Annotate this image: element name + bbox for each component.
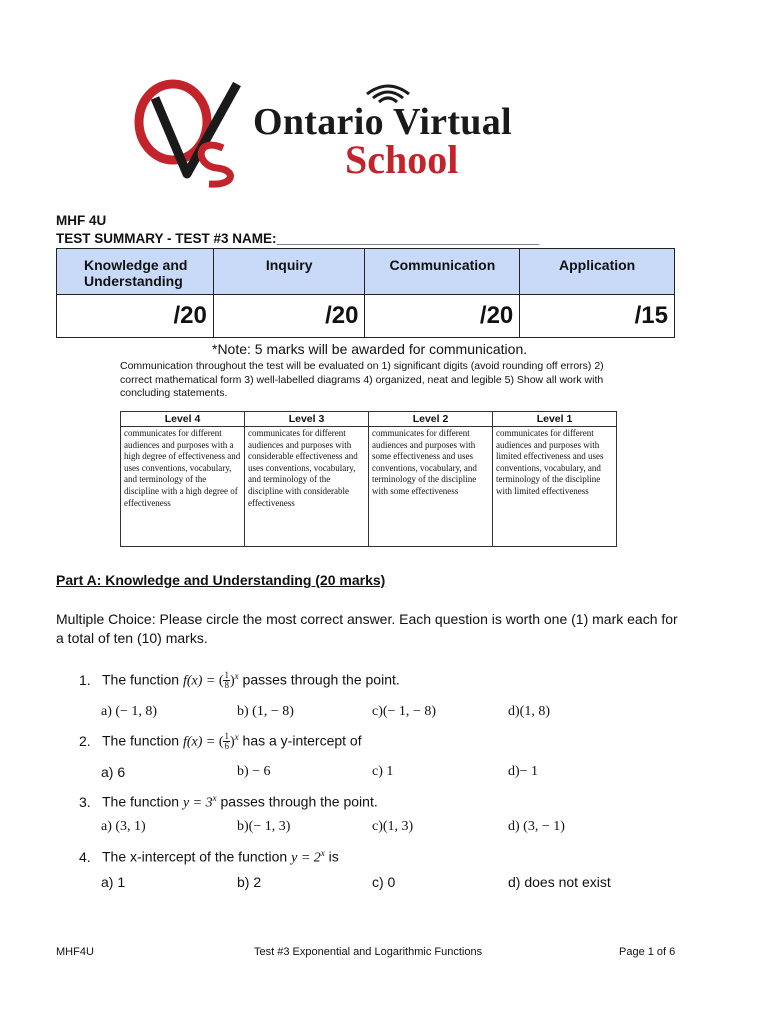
q3-option-b[interactable]: b)(− 1, 3) — [237, 819, 291, 834]
test-summary-name-line[interactable]: TEST SUMMARY - TEST #3 NAME:___________________________________ — [56, 231, 540, 246]
score-inquiry: /20 — [213, 295, 365, 338]
q1-option-a[interactable]: a) (− 1, 8) — [101, 704, 158, 719]
question-text: The function — [102, 732, 183, 749]
q1-option-b[interactable]: b) (1, − 8) — [237, 704, 294, 719]
header-communication: Communication — [365, 249, 520, 295]
question-4: 4. The x-intercept of the function $y = 2^x$ is — [79, 848, 339, 866]
communication-note: *Note: 5 marks will be awarded for communication. — [212, 341, 528, 357]
part-a-title: Part A: Knowledge and Understanding (20 marks) — [56, 572, 386, 588]
question-text: The x-intercept of the function — [102, 848, 292, 865]
footer-course: MHF4U — [56, 946, 94, 958]
q2-option-c[interactable]: c) 1 — [372, 764, 394, 779]
level-2-description: communicates for different audiences and purposes with some effectiveness and uses conventions, vocabulary, and terminology of the discipline with some effectiveness — [369, 427, 493, 547]
fraction: $\frac{1}{6}$ — [224, 731, 229, 752]
q3-option-c[interactable]: c)(1, 3) — [372, 819, 414, 834]
question-number: 1. — [79, 671, 91, 688]
footer-title: Test #3 Exponential and Logarithmic Functions — [254, 946, 483, 958]
level-4-description: communicates for different audiences and purposes with a high degree of effectiveness and uses conventions, vocabulary, and terminology of the discipline with a high degree of effectiveness — [121, 427, 245, 547]
q4-option-d[interactable]: d) does not exist — [508, 874, 611, 890]
school-logo — [125, 78, 595, 188]
question-text-end: passes through the point. — [216, 793, 378, 810]
ovs-logo-mark-icon — [125, 78, 255, 188]
q2-option-a[interactable]: a) 6 — [101, 764, 126, 780]
level-3-description: communicates for different audiences and purposes with considerable effectiveness and uses conventions, vocabulary, and terminology of the discipline with considerable effectiveness — [245, 427, 369, 547]
logo-text-school: School — [345, 137, 459, 182]
question-math: f(x) = — [182, 734, 219, 750]
header-application: Application — [520, 249, 675, 295]
question-text: The function — [102, 793, 183, 810]
q4-option-b[interactable]: b) 2 — [237, 874, 262, 890]
q4-option-a[interactable]: a) 1 — [101, 874, 126, 890]
header-inquiry: Inquiry — [213, 249, 365, 295]
question-math: y = 3 — [182, 795, 213, 811]
question-text-end: passes through the point. — [238, 671, 400, 688]
question-1: 1. The function f(x) = ( $\frac{1}{8}$ )$^x$ passes through the point. — [79, 670, 400, 691]
question-text-end: has a y-intercept of — [238, 732, 362, 749]
question-3: 3. The function $y = 3^x$ passes through the point. — [79, 793, 378, 811]
marks-summary-table — [56, 248, 675, 338]
multiple-choice-instructions: Multiple Choice: Please circle the most correct answer. Each question is worth one (1) mark each for a total of ten (10) marks. — [56, 611, 678, 646]
question-text: The function — [102, 671, 183, 688]
level-2-header: Level 2 — [369, 412, 493, 427]
communication-levels-table — [120, 411, 617, 547]
footer-page-number: Page 1 of 6 — [619, 946, 676, 958]
score-application: /15 — [520, 295, 675, 338]
q2-option-d[interactable]: d)− 1 — [508, 764, 539, 779]
question-math: f(x) = — [182, 673, 219, 689]
q1-option-c[interactable]: c)(− 1, − 8) — [372, 704, 436, 719]
communication-criteria: Communication throughout the test will be evaluated on 1) significant digits (avoid rounding off errors) 2) correct mathematical form 3) well-labelled diagrams 4) organized, neat and legible 5) Show all work with concluding statements. — [120, 360, 604, 399]
question-number: 3. — [79, 793, 91, 810]
score-communication: /20 — [365, 295, 520, 338]
q3-option-a[interactable]: a) (3, 1) — [101, 819, 146, 834]
logo-text-ontario-virtual: Ontario Virtual — [253, 101, 512, 143]
question-text-end: is — [324, 848, 339, 865]
question-2: 2. The function f(x) = ( $\frac{1}{6}$ )$^x$ has a y-intercept of — [79, 731, 362, 752]
question-math: y = 2 — [291, 850, 321, 866]
question-number: 4. — [79, 848, 91, 865]
q3-option-d[interactable]: d) (3, − 1) — [508, 819, 565, 834]
header-knowledge: Knowledge and Understanding — [57, 249, 214, 295]
level-4-header: Level 4 — [121, 412, 245, 427]
q1-option-d[interactable]: d)(1, 8) — [508, 704, 550, 719]
score-knowledge: /20 — [57, 295, 214, 338]
question-number: 2. — [79, 732, 91, 749]
level-3-header: Level 3 — [245, 412, 369, 427]
course-code: MHF 4U — [56, 213, 107, 228]
q4-option-c[interactable]: c) 0 — [372, 874, 396, 890]
q2-option-b[interactable]: b) − 6 — [237, 764, 271, 779]
level-1-header: Level 1 — [493, 412, 617, 427]
fraction: $\frac{1}{8}$ — [224, 670, 229, 691]
level-1-description: communicates for different audiences and purposes with limited effectiveness and uses conventions, vocabulary, and terminology of the discipline with limited effectiveness — [493, 427, 617, 547]
